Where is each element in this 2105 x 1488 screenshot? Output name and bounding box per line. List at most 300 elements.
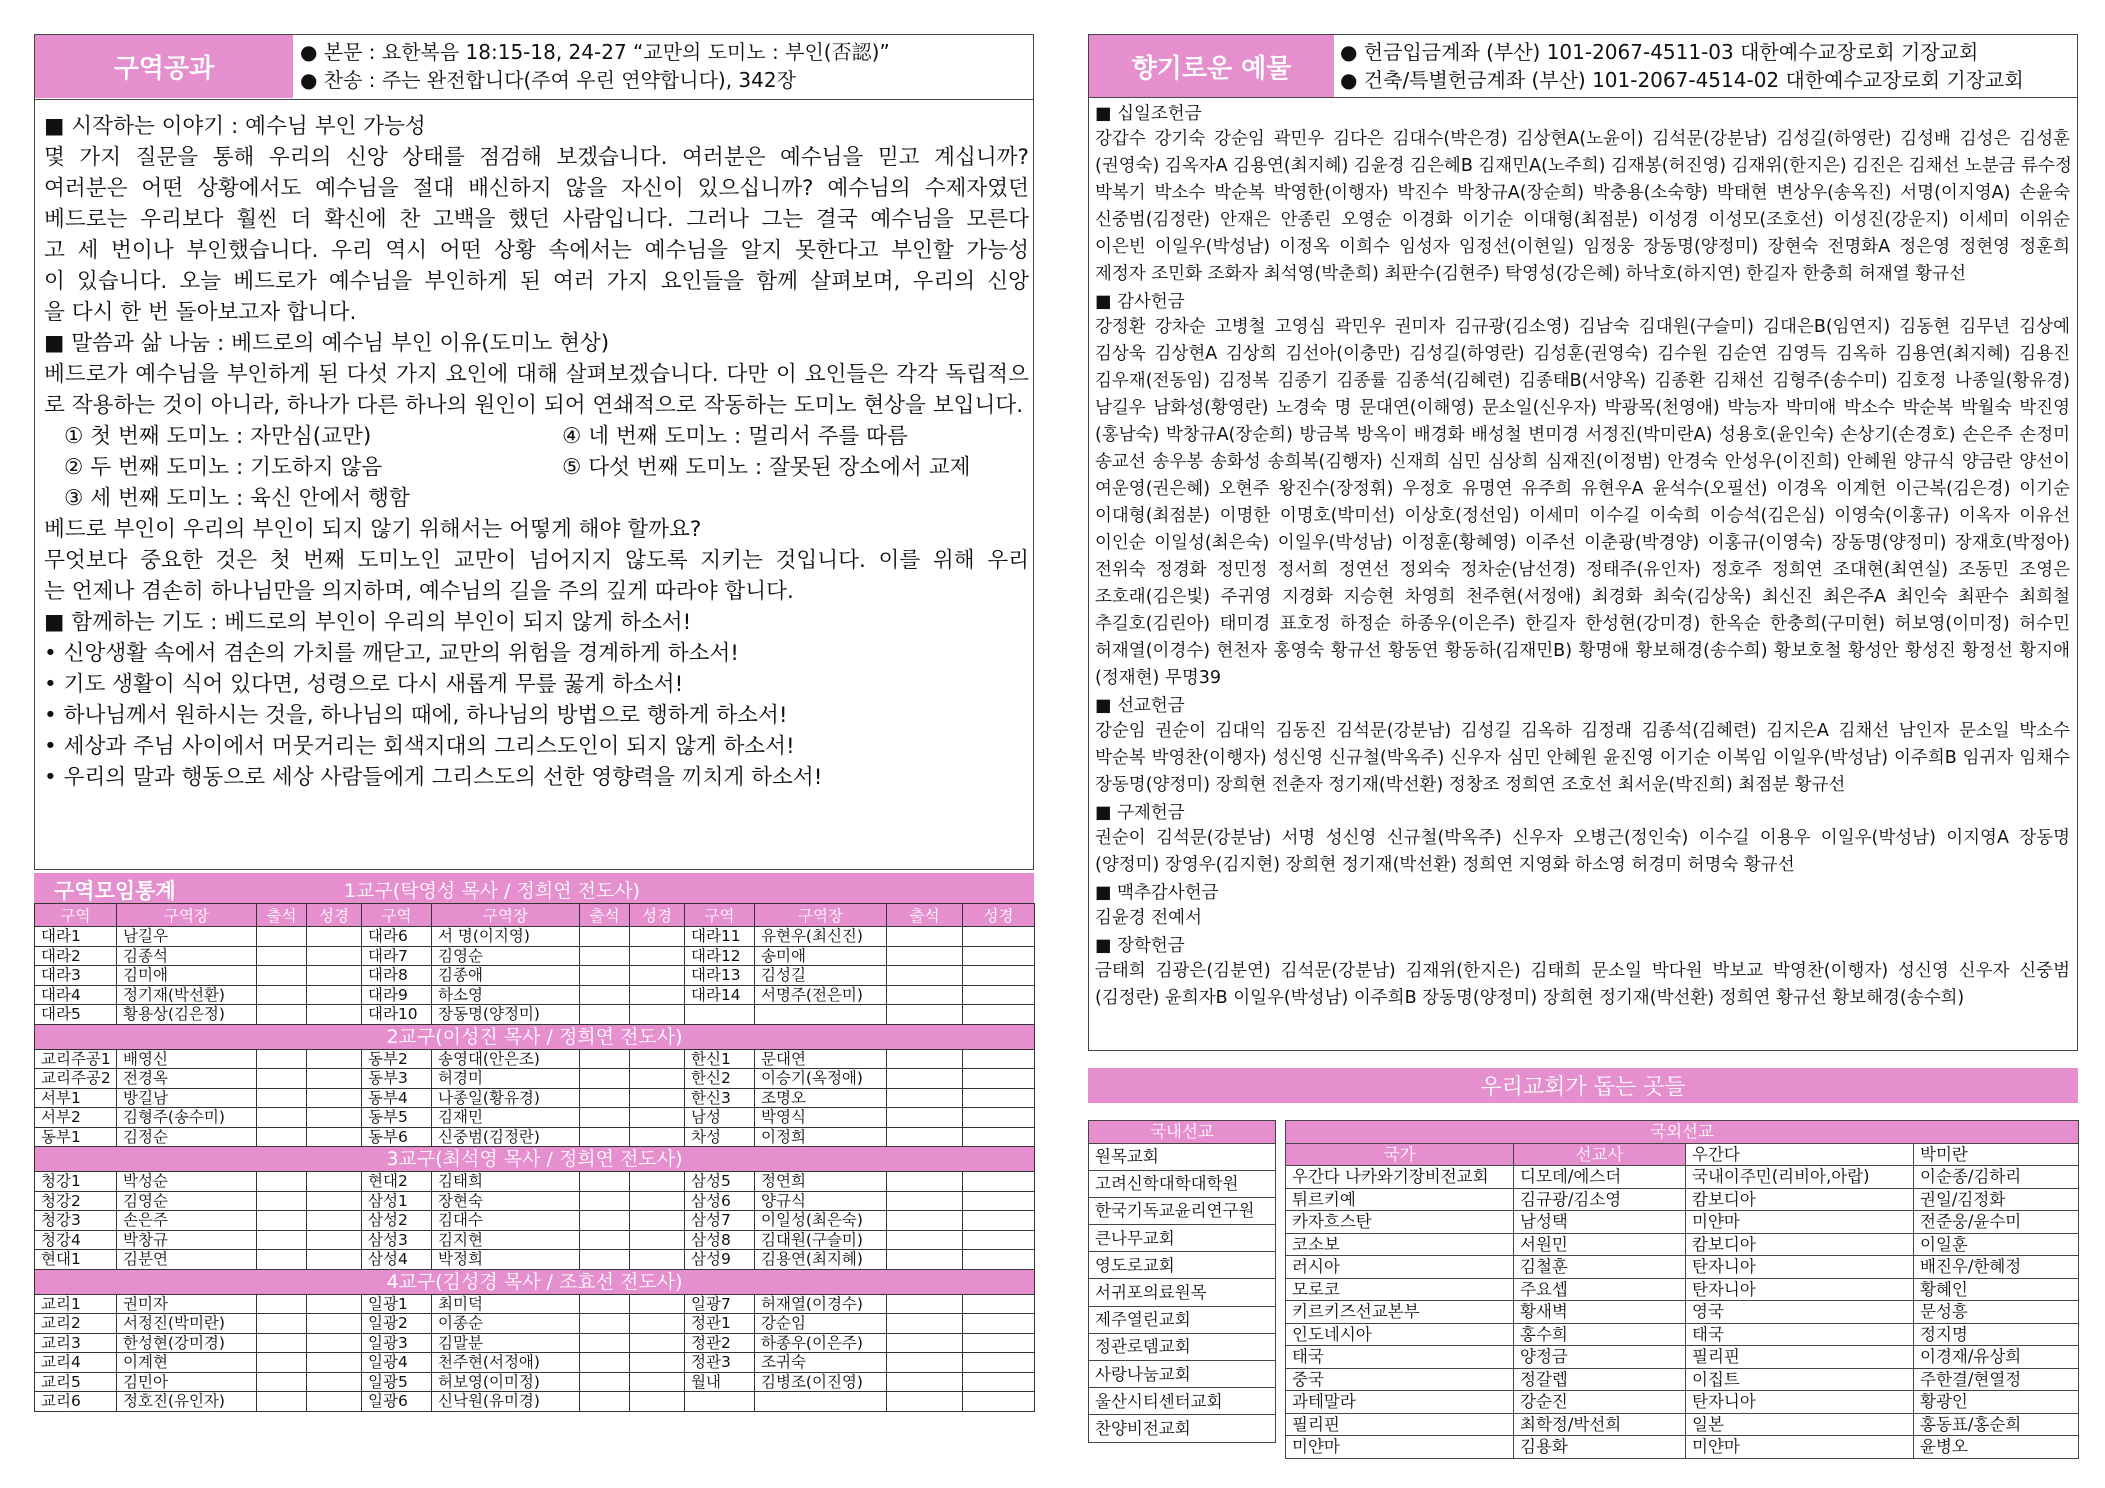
mission-country: 모로코	[1286, 1278, 1514, 1301]
offering-names-line: 신중범(김정란) 안재은 안종린 오영순 이경화 이기순 이대형(최점분) 이성경 이성모(조호선) 이성진(강운지) 이세미 이위순	[1095, 210, 2070, 230]
district-name: 대라12	[685, 946, 755, 966]
attendance-cell	[580, 1372, 630, 1392]
attendance-cell	[887, 1230, 963, 1250]
district-name: 한신1	[685, 1049, 755, 1069]
district-leader: 정호진(유인자)	[117, 1392, 257, 1412]
offering-header-info	[1340, 38, 2075, 94]
offering-heading: ■ 선교헌금	[1095, 696, 1185, 716]
stats-district-title: 4교구(김성경 목사 / 조효선 전도사)	[35, 1269, 1035, 1294]
missionary-name: 양정금	[1514, 1346, 1686, 1369]
attendance-cell	[580, 1127, 630, 1147]
attendance-cell	[580, 1172, 630, 1192]
stats-col-header: 구역	[362, 904, 432, 927]
district-name: 대라14	[685, 985, 755, 1005]
bible-cell	[630, 1230, 685, 1250]
attendance-cell	[580, 985, 630, 1005]
bible-cell	[963, 1127, 1035, 1147]
bible-cell	[307, 985, 362, 1005]
domestic-church: 한국기독교윤리연구원	[1089, 1197, 1276, 1224]
district-leader: 허재열(이경수)	[755, 1294, 887, 1314]
district-leader: 이승기(옥정애)	[755, 1069, 887, 1089]
stats-district-title: 2교구(이성진 목사 / 정희연 전도사)	[35, 1024, 1035, 1049]
attendance-cell	[580, 1333, 630, 1353]
bible-cell	[630, 985, 685, 1005]
lesson-scripture: ● 본문 : 요한복음 18:15-18, 24-27 “교만의 도미노 : 부인(否認)”	[300, 40, 890, 64]
bible-cell	[963, 1230, 1035, 1250]
bible-cell	[963, 1172, 1035, 1192]
foreign-col-country2: 우간다	[1686, 1143, 1914, 1166]
bible-cell	[307, 927, 362, 947]
stats-row	[35, 1172, 1035, 1192]
foreign-col-missionary: 선교사	[1514, 1143, 1686, 1166]
district-leader: 김정순	[117, 1127, 257, 1147]
offering-names-line: 장동명(양정미) 장희현 전춘자 정기재(박선환) 정창조 정희연 조호선 최서운(박진희) 최점분 황규선	[1095, 775, 1846, 795]
attendance-cell	[257, 1230, 307, 1250]
district-leader: 김종애	[432, 966, 580, 986]
attendance-cell	[580, 1250, 630, 1270]
prayer-item: • 세상과 주님 사이에서 머뭇거리는 회색지대의 그리스도인이 되지 않게 하소서!	[44, 734, 795, 759]
bible-cell	[630, 1005, 685, 1025]
attendance-cell	[257, 966, 307, 986]
district-leader: 강순임	[755, 1314, 887, 1334]
attendance-cell	[257, 1069, 307, 1089]
missionary-name: 주한결/현열정	[1914, 1368, 2079, 1391]
district-name: 교리4	[35, 1353, 117, 1373]
district-leader: 한성현(강미경)	[117, 1333, 257, 1353]
offering-names-line: 강갑수 강기숙 강순임 곽민우 김다은 김대수(박은경) 김상현A(노윤이) 김석문(강분남) 김성길(하영란) 김성배 김성은 김성훈	[1095, 129, 2070, 149]
offering-names-line: 추길호(김린아) 태미경 표호정 하정순 하종우(이은주) 한길자 한성현(강미경) 한옥순 한충희(구미현) 허보영(이미정) 허수민	[1095, 614, 2070, 634]
attendance-cell	[580, 946, 630, 966]
mission-country: 일본	[1686, 1413, 1914, 1436]
intro-heading: ■ 시작하는 이야기 : 예수님 부인 가능성	[44, 114, 426, 139]
missionary-name: 정갈렙	[1514, 1368, 1686, 1391]
foreign-row	[1286, 1301, 2079, 1324]
domestic-row	[1089, 1225, 1276, 1252]
district-leader: 김대원(구슬미)	[755, 1230, 887, 1250]
conclusion-paragraph	[44, 514, 1029, 607]
bible-cell	[630, 1372, 685, 1392]
district-name: 삼성9	[685, 1250, 755, 1270]
bible-cell	[307, 1005, 362, 1025]
district-name: 대라2	[35, 946, 117, 966]
district-leader: 조귀숙	[755, 1353, 887, 1373]
district-name: 동부6	[362, 1127, 432, 1147]
attendance-cell	[887, 1353, 963, 1373]
bible-cell	[307, 1172, 362, 1192]
intro-paragraph	[44, 142, 1029, 328]
mission-country: 튀르키예	[1286, 1188, 1514, 1211]
district-name: 청강1	[35, 1172, 117, 1192]
domino-item: ③ 세 번째 도미노 : 육신 안에서 행함	[64, 486, 410, 511]
stats-district1-title: 1교구(탁영성 목사 / 정희연 전도사)	[344, 880, 641, 902]
bible-cell	[630, 1127, 685, 1147]
intro-line: 여러분은 어떤 상황에서도 예수님을 절대 배신하지 않을 자신이 있으십니까? 예수님의 수제자였던	[44, 176, 1029, 201]
foreign-row	[1286, 1346, 2079, 1369]
bible-cell	[963, 1353, 1035, 1373]
district-name: 삼성1	[362, 1191, 432, 1211]
offering-names-line: (권영숙) 김옥자A 김용연(최지혜) 김윤경 김은혜B 김재민A(노주희) 김재봉(허진영) 김재위(한지은) 김진은 김채선 노분금 류수정	[1095, 156, 2072, 176]
mission-country: 태국	[1286, 1346, 1514, 1369]
missionary-name: 윤병오	[1914, 1436, 2079, 1459]
missionary-name: 이경재/유상희	[1914, 1346, 2079, 1369]
bible-cell	[307, 1230, 362, 1250]
offering-names-line: (양정미) 장영우(김지현) 장희현 정기재(박선환) 정희연 지영화 하소영 허경미 허명숙 황규선	[1095, 855, 1795, 875]
missionary-name: 홍수희	[1514, 1323, 1686, 1346]
district-leader: 김분연	[117, 1250, 257, 1270]
district-leader: 김재민	[432, 1108, 580, 1128]
district-leader: 하소영	[432, 985, 580, 1005]
district-leader: 김성길	[755, 966, 887, 986]
district-leader: 김형주(송수미)	[117, 1108, 257, 1128]
bible-cell	[630, 1314, 685, 1334]
intro-line: 이 있습니다. 오늘 베드로가 예수님을 부인하게 된 여러 가지 요인들을 함께 살펴보며, 우리의 신앙	[44, 269, 1029, 294]
domestic-church: 정관로뎀교회	[1089, 1333, 1276, 1360]
attendance-cell	[257, 1005, 307, 1025]
prayer-list	[44, 638, 1029, 793]
district-leader: 전경옥	[117, 1069, 257, 1089]
offering-names-line: 여운영(권은혜) 오현주 왕진수(장정휘) 우정호 유명연 유주희 유현우A 윤석수(오필선) 이경옥 이계헌 이근복(김은경) 이기순	[1095, 479, 2070, 499]
stats-row	[35, 1392, 1035, 1412]
domino-list	[44, 421, 1029, 514]
district-name: 대라8	[362, 966, 432, 986]
account-general: ● 헌금입금계좌 (부산) 101-2067-4511-03 대한예수교장로회 기장교회	[1340, 40, 1979, 64]
district-name: 대라7	[362, 946, 432, 966]
foreign-row	[1286, 1233, 2079, 1256]
foreign-cols-row	[1286, 1143, 2079, 1166]
offering-names-line: (정재현) 무명39	[1095, 668, 1222, 688]
offering-names-line: 제정자 조민화 조화자 최석영(박춘희) 최판수(김현주) 탁영성(강은혜) 하낙호(하지연) 한길자 한충희 허재열 황규선	[1095, 264, 1966, 284]
district-name: 현대1	[35, 1250, 117, 1270]
prayer-item: • 기도 생활이 식어 있다면, 성령으로 다시 새롭게 무릎 꿇게 하소서!	[44, 672, 684, 697]
district-name: 대라9	[362, 985, 432, 1005]
attendance-cell	[580, 1314, 630, 1334]
district-name: 대라6	[362, 927, 432, 947]
mission-country: 탄자니아	[1686, 1256, 1914, 1279]
district-name: 삼성8	[685, 1230, 755, 1250]
missionary-name: 김철훈	[1514, 1256, 1686, 1279]
district-leader: 박창규	[117, 1230, 257, 1250]
district-leader: 나종일(황유경)	[432, 1088, 580, 1108]
offering-names-line: 박순복 박영찬(이행자) 성신영 신규철(박옥주) 신우자 심민 안혜원 윤진영 이기순 이복임 이일우(박성남) 이주희B 임귀자 임채수	[1095, 748, 2070, 768]
bible-cell	[963, 1211, 1035, 1231]
district-leader	[755, 1005, 887, 1025]
district-leader: 장현숙	[432, 1191, 580, 1211]
domestic-church: 영도로교회	[1089, 1252, 1276, 1279]
stats-row	[35, 1049, 1035, 1069]
offering-names-line: 금태희 김광은(김분연) 김석문(강분남) 김재위(한지은) 김태희 문소일 박다원 박보교 박영찬(이행자) 성신영 신우자 신중범	[1095, 961, 2070, 981]
district-stats	[34, 873, 1034, 1412]
district-leader: 박영식	[755, 1108, 887, 1128]
attendance-cell	[257, 985, 307, 1005]
district-name: 삼성4	[362, 1250, 432, 1270]
foreign-row	[1286, 1211, 2079, 1234]
bible-cell	[307, 1372, 362, 1392]
domestic-row	[1089, 1333, 1276, 1360]
word-heading: ■ 말씀과 삶 나눔 : 베드로의 예수님 부인 이유(도미노 현상)	[44, 331, 610, 356]
support-title-bar	[1088, 1068, 2078, 1103]
attendance-cell	[887, 1069, 963, 1089]
district-leader: 배영신	[117, 1049, 257, 1069]
mission-country: 필리핀	[1286, 1413, 1514, 1436]
district-name: 삼성2	[362, 1211, 432, 1231]
attendance-cell	[887, 946, 963, 966]
district-name: 일광6	[362, 1392, 432, 1412]
district-leader: 김미애	[117, 966, 257, 986]
district-name: 동부5	[362, 1108, 432, 1128]
district-name: 삼성7	[685, 1211, 755, 1231]
district-leader: 정연희	[755, 1172, 887, 1192]
mission-country: 러시아	[1286, 1256, 1514, 1279]
district-name: 교리2	[35, 1314, 117, 1334]
attendance-cell	[257, 1372, 307, 1392]
offering-list	[1095, 100, 2070, 1012]
offering-names-line: (김정란) 윤희자B 이일우(박성남) 이주희B 장동명(양정미) 장희현 정기재(박선환) 정희연 황규선 황보해경(송수희)	[1095, 988, 1965, 1008]
offering-names-line: 남길우 남화성(황영란) 노경숙 명 문대연(이해영) 문소일(신우자) 박광목(천영애) 박능자 박미애 박소수 박순복 박월숙 박진영	[1095, 398, 2070, 418]
foreign-missions-table	[1285, 1120, 2079, 1459]
bible-cell	[630, 1088, 685, 1108]
bible-cell	[630, 946, 685, 966]
bible-cell	[630, 1211, 685, 1231]
stats-row	[35, 1088, 1035, 1108]
district-name: 대라13	[685, 966, 755, 986]
attendance-cell	[257, 1294, 307, 1314]
foreign-header-row	[1286, 1121, 2079, 1144]
lesson-header-label: 구역공과	[35, 35, 293, 98]
mission-country: 과테말라	[1286, 1391, 1514, 1414]
district-leader: 이종순	[432, 1314, 580, 1334]
attendance-cell	[257, 1088, 307, 1108]
district-name: 청강3	[35, 1211, 117, 1231]
attendance-cell	[257, 1250, 307, 1270]
attendance-cell	[580, 1294, 630, 1314]
stats-district-title: 3교구(최석영 목사 / 정희연 전도사)	[35, 1147, 1035, 1172]
district-name: 차성	[685, 1127, 755, 1147]
district-name: 동부1	[35, 1127, 117, 1147]
domestic-church: 제주열린교회	[1089, 1306, 1276, 1333]
bible-cell	[963, 927, 1035, 947]
foreign-row	[1286, 1256, 2079, 1279]
attendance-cell	[887, 966, 963, 986]
bible-cell	[630, 1108, 685, 1128]
support-title: 우리교회가 돕는 곳들	[1480, 1075, 1686, 1100]
domestic-row	[1089, 1306, 1276, 1333]
domestic-row	[1089, 1197, 1276, 1224]
stats-row	[35, 946, 1035, 966]
district-leader: 김지현	[432, 1230, 580, 1250]
bible-cell	[630, 966, 685, 986]
stats-table	[34, 903, 1035, 1412]
stats-col-header: 성경	[307, 904, 362, 927]
attendance-cell	[580, 1191, 630, 1211]
offering-names-line: 이인순 이일성(최은숙) 이일우(박성남) 이정훈(황혜영) 이주선 이춘광(박경양) 이홍규(이영숙) 장동명(양정미) 장재호(박정아)	[1095, 533, 2070, 553]
offering-names-line: (홍남숙) 박창규A(장순희) 방금복 방옥이 배경화 배성철 변미경 서정진(박미란A) 성용호(윤인숙) 손상기(손경호) 손은주 손정미	[1095, 425, 2070, 445]
stats-row	[35, 927, 1035, 947]
domestic-row	[1089, 1252, 1276, 1279]
mission-country: 카자흐스탄	[1286, 1211, 1514, 1234]
district-name: 일광4	[362, 1353, 432, 1373]
offering-names-line: 김우재(전동임) 김정복 김종기 김종률 김종석(김혜련) 김종태B(서양옥) 김종환 김채선 김형주(송수미) 김호정 나종일(황유경)	[1095, 371, 2070, 391]
bible-cell	[963, 946, 1035, 966]
mission-country: 인도네시아	[1286, 1323, 1514, 1346]
stats-row	[35, 1250, 1035, 1270]
attendance-cell	[887, 1049, 963, 1069]
word-line: 베드로가 예수님을 부인하게 된 다섯 가지 요인에 대해 살펴보겠습니다. 다만 이 요인들은 각각 독립적으	[44, 362, 1029, 387]
offering-names-line: 김윤경 전예서	[1095, 908, 1202, 928]
attendance-cell	[580, 1069, 630, 1089]
district-name: 대라4	[35, 985, 117, 1005]
domestic-church: 사랑나눔교회	[1089, 1361, 1276, 1388]
district-name: 일광5	[362, 1372, 432, 1392]
missionary-name: 황광인	[1914, 1391, 2079, 1414]
bible-cell	[963, 1088, 1035, 1108]
district-name: 현대2	[362, 1172, 432, 1192]
attendance-cell	[580, 1392, 630, 1412]
missionary-name: 권일/김정화	[1914, 1188, 2079, 1211]
prayer-heading: ■ 함께하는 기도 : 베드로의 부인이 우리의 부인이 되지 않게 하소서!	[44, 610, 692, 635]
bible-cell	[630, 927, 685, 947]
district-name	[685, 1392, 755, 1412]
district-leader: 손은주	[117, 1211, 257, 1231]
district-name: 삼성5	[685, 1172, 755, 1192]
mission-country: 코소보	[1286, 1233, 1514, 1256]
stats-col-header: 구역장	[755, 904, 887, 927]
missionary-name: 이일훈	[1914, 1233, 2079, 1256]
district-leader: 김태희	[432, 1172, 580, 1192]
district-leader: 박정희	[432, 1250, 580, 1270]
attendance-cell	[887, 1211, 963, 1231]
mission-country: 영국	[1686, 1301, 1914, 1324]
domino-item: ① 첫 번째 도미노 : 자만심(교만)	[64, 424, 372, 449]
district-leader	[755, 1392, 887, 1412]
stats-row	[35, 1353, 1035, 1373]
missionary-name: 전준웅/윤수미	[1914, 1211, 2079, 1234]
attendance-cell	[887, 1333, 963, 1353]
district-leader: 최미덕	[432, 1294, 580, 1314]
district-name: 대라10	[362, 1005, 432, 1025]
district-leader: 김민아	[117, 1372, 257, 1392]
word-paragraph	[44, 359, 1029, 421]
bible-cell	[307, 1314, 362, 1334]
domestic-row	[1089, 1361, 1276, 1388]
offering-names-line: 조호래(김은빛) 주귀영 지경화 지승현 차영희 천주현(서정애) 최경화 최숙(김상욱) 최신진 최은주A 최인숙 최판수 최희철	[1095, 587, 2070, 607]
bible-cell	[307, 1211, 362, 1231]
conclusion-line: 무엇보다 중요한 것은 첫 번째 도미노인 교만이 넘어지지 않도록 지키는 것입니다. 이를 위해 우리	[44, 548, 1029, 573]
district-name: 일광1	[362, 1294, 432, 1314]
lesson-header-info	[300, 38, 1030, 94]
offering-header-label: 향기로운 예물	[1089, 35, 1334, 97]
intro-line: 고 세 번이나 부인했습니다. 우리 역시 어떤 상황 속에서는 예수님을 알지 못한다고 부인할 가능성	[44, 238, 1029, 263]
bible-cell	[963, 966, 1035, 986]
district-name: 정관1	[685, 1314, 755, 1334]
district-name: 한신3	[685, 1088, 755, 1108]
domestic-title: 국내선교	[1089, 1121, 1276, 1144]
domestic-church: 큰나무교회	[1089, 1225, 1276, 1252]
bible-cell	[963, 1191, 1035, 1211]
district-name: 교리6	[35, 1392, 117, 1412]
district-leader: 권미자	[117, 1294, 257, 1314]
attendance-cell	[887, 1127, 963, 1147]
stats-row	[35, 1230, 1035, 1250]
foreign-row	[1286, 1413, 2079, 1436]
bible-cell	[963, 1108, 1035, 1128]
stats-col-header: 구역	[35, 904, 117, 927]
missionary-name: 남성택	[1514, 1211, 1686, 1234]
missionary-name: 김규광/김소영	[1514, 1188, 1686, 1211]
attendance-cell	[257, 1392, 307, 1412]
foreign-row	[1286, 1436, 2079, 1459]
bible-cell	[630, 1049, 685, 1069]
missionary-name: 서원민	[1514, 1233, 1686, 1256]
district-leader: 서정진(박미란)	[117, 1314, 257, 1334]
foreign-row	[1286, 1188, 2079, 1211]
district-leader: 김말분	[432, 1333, 580, 1353]
mission-country: 탄자니아	[1686, 1278, 1914, 1301]
attendance-cell	[257, 1211, 307, 1231]
bible-cell	[630, 1069, 685, 1089]
bible-cell	[630, 1353, 685, 1373]
stats-row	[35, 985, 1035, 1005]
missionary-name: 황새벽	[1514, 1301, 1686, 1324]
stats-col-header: 구역	[685, 904, 755, 927]
attendance-cell	[257, 1191, 307, 1211]
district-leader: 김종석	[117, 946, 257, 966]
bible-cell	[307, 1191, 362, 1211]
lesson-hymn: ● 찬송 : 주는 완전합니다(주여 우린 연약합니다), 342장	[300, 68, 796, 92]
district-leader: 김대수	[432, 1211, 580, 1231]
bible-cell	[307, 1353, 362, 1373]
district-name: 대라3	[35, 966, 117, 986]
offering-heading: ■ 구제헌금	[1095, 803, 1185, 823]
missionary-name: 문성흥	[1914, 1301, 2079, 1324]
domestic-church: 울산시티센터교회	[1089, 1388, 1276, 1415]
stats-col-header: 출석	[580, 904, 630, 927]
district-leader: 방길남	[117, 1088, 257, 1108]
bible-cell	[963, 1294, 1035, 1314]
bible-cell	[963, 1372, 1035, 1392]
mission-country: 이집트	[1686, 1368, 1914, 1391]
bible-cell	[963, 985, 1035, 1005]
conclusion-line: 는 언제나 겸손히 하나님만을 의지하며, 예수님의 길을 주의 깊게 따라야 합니다.	[44, 579, 794, 604]
offering-names-line: 박복기 박소수 박순복 박영한(이행자) 박진수 박창규A(장순희) 박충용(소숙향) 박태현 변상우(송옥진) 서명(이지영A) 손윤숙	[1095, 183, 2070, 203]
offering-names-line: 허재열(이경수) 현천자 홍영숙 황규선 황동연 황동하(김재민B) 황명애 황보해경(송수희) 황보호철 황성안 황성진 황정선 황지애	[1095, 641, 2070, 661]
attendance-cell	[257, 1172, 307, 1192]
missionary-name: 황혜인	[1914, 1278, 2079, 1301]
attendance-cell	[257, 1314, 307, 1334]
missionary-name: 배진우/한혜정	[1914, 1256, 2079, 1279]
domestic-missions-table	[1088, 1120, 1276, 1443]
offering-names-line: 전위숙 정경화 정민정 정서희 정연선 정외숙 정차순(남선경) 정태주(유인자) 정호주 정희연 조대현(최연실) 조동민 조영은	[1095, 560, 2070, 580]
district-leader: 문대연	[755, 1049, 887, 1069]
offering-names-line: 이대형(최점분) 이명한 이명호(박미선) 이상호(정선임) 이세미 이수길 이숙희 이승석(김은심) 이영숙(이홍규) 이옥자 이유선	[1095, 506, 2070, 526]
stats-title: 구역모임통계	[54, 879, 176, 903]
district-name: 대라11	[685, 927, 755, 947]
domestic-church: 고려신학대학대학원	[1089, 1170, 1276, 1197]
district-name: 교리주공1	[35, 1049, 117, 1069]
stats-row	[35, 1372, 1035, 1392]
district-name: 동부3	[362, 1069, 432, 1089]
offering-heading: ■ 장학헌금	[1095, 936, 1185, 956]
district-name: 일광2	[362, 1314, 432, 1334]
stats-col-header: 구역장	[117, 904, 257, 927]
district-leader: 유현우(최신진)	[755, 927, 887, 947]
stats-row	[35, 1108, 1035, 1128]
district-leader: 김영순	[432, 946, 580, 966]
district-name: 정관3	[685, 1353, 755, 1373]
domestic-row	[1089, 1170, 1276, 1197]
attendance-cell	[580, 1005, 630, 1025]
district-name: 청강2	[35, 1191, 117, 1211]
domestic-church: 원목교회	[1089, 1143, 1276, 1170]
